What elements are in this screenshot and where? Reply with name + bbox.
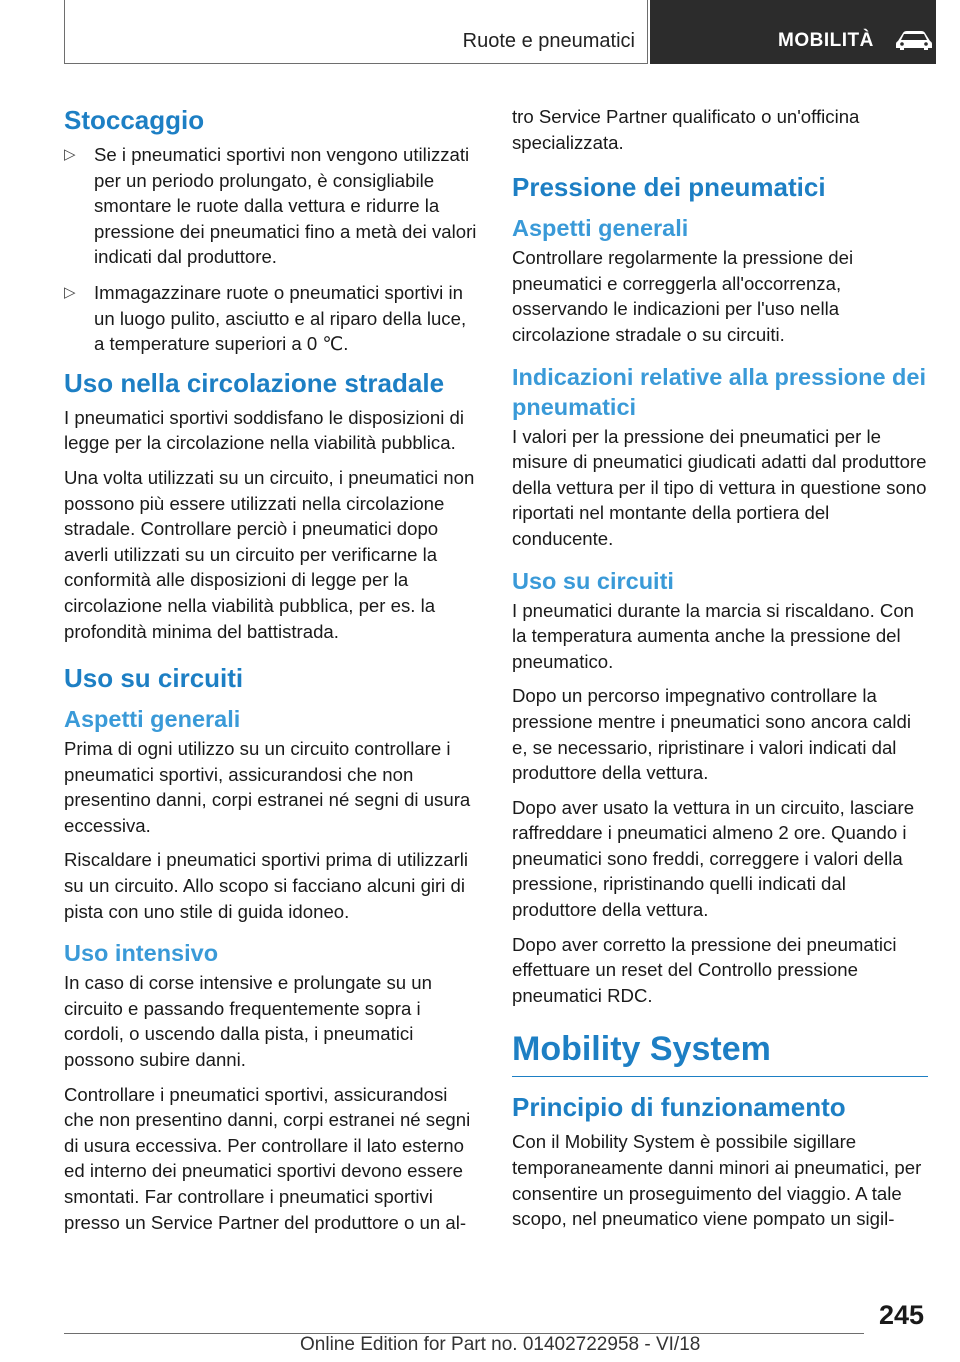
bullet-text: Se i pneumatici sportivi non vengono utilizzati per un periodo prolungato, è consigliabile smontare le ruote dalla vettura e ridurre la pressione dei pneumatici fino a metà dei valori indicati dal produttore. [94,144,477,268]
bullet-triangle-icon: ▷ [64,146,76,163]
paragraph: Controllare i pneumatici sportivi, assicurandosi che non presentino danni, corpi estranei né segni di usura eccessiva. Per controllare il lato esterno ed interno dei pneumatici sportivi devono essere smontati. Far controllare i pneumatici sportivi presso un Service Partner del produttore o un al- [64,1083,471,1233]
bullet-item [64,280,480,357]
left-column [64,96,480,1244]
paragraph: Dopo un percorso impegnativo controllare la pressione mentre i pneumatici sono ancora caldi e, se necessario, ripristinare i valori indicati dal produttore della vettura. [512,685,911,784]
paragraph: I pneumatici sportivi soddisfano le disposizioni di legge per la circolazione nella viabilità pubblica. [64,406,464,454]
paragraph: I pneumatici durante la marcia si riscaldano. Con la temperatura aumenta anche la pressione del pneumatico. [512,599,915,672]
car-icon [894,28,934,52]
paragraph: I valori per la pressione dei pneumatici per le misure di pneumatici giudicati adatti dal produttore della vettura per il tipo di vettura in questione sono riportati nel montante della portiera del conducente. [512,425,927,549]
paragraph: Controllare regolarmente la pressione dei pneumatici e correggerla all'occorrenza, osservando le indicazioni per l'uso nella circolazione stradale o su circuiti. [512,247,854,345]
paragraph: Dopo aver usato la vettura in un circuito, lasciare raffreddare i pneumatici almeno 2 ore. Quando i pneumatici sono freddi, correggere i valori della pressione, ripristinando quelli indicati dal produttore della vettura. [512,796,915,921]
heading-stoccaggio: Stoccaggio [64,105,205,135]
paragraph: Una volta utilizzati su un circuito, i pneumatici non possono più essere utilizzati nella circolazione stradale. Controllare perciò i pneumatici dopo averli utilizzati su un circuito per verificarne la conformità alle disposizioni di legge per la circolazione nella viabilità pubblica, per es. la profondità minima del battistrada. [64,466,475,642]
heading-uso-circuiti: Uso su circuiti [64,663,244,694]
subheading-aspetti-generali: Aspetti generali [512,215,689,242]
bullet-item [64,142,480,270]
header-chapter-tab [650,0,936,64]
header-chapter-title: MOBILITÀ [778,30,874,51]
heading-mobility-system: Mobility System [512,1028,928,1077]
heading-pressione: Pressione dei pneumatici [512,172,826,203]
paragraph: In caso di corse intensive e prolungate su un circuito e passando frequentemente sopra i cordoli, o uscendo dalla pista, i pneumatici possono subire danni. [64,972,432,1071]
subheading-indicazioni: Indicazioni relative alla pressione dei pneumatici [512,363,927,420]
bullet-triangle-icon: ▷ [64,283,76,301]
heading-uso-stradale: Uso nella circolazione stradale [64,367,445,398]
subheading-aspetti-generali: Aspetti generali [64,706,241,733]
right-column [512,96,928,1241]
paragraph: Riscaldare i pneumatici sportivi prima di utilizzarli su un circuito. Allo scopo si facciano alcuni giri di pista con uno stile di guida idoneo. [64,849,469,922]
bullet-text: Immagazzinare ruote o pneumatici sportivi in un luogo pulito, asciutto e al riparo della luce, a temperature superiori a 0 ℃. [94,281,467,355]
page-number: 245 [878,1300,924,1330]
paragraph: Dopo aver corretto la pressione dei pneumatici effettuare un reset del Controllo pressione pneumatici RDC. [512,933,897,1006]
header-section-title: Ruote e pneumatici [462,30,635,52]
subheading-uso-intensivo: Uso intensivo [64,940,219,967]
paragraph: Con il Mobility System è possibile sigillare temporaneamente danni minori ai pneumatici, per consentire un proseguimento del viaggio. A tale scopo, nel pneumatico viene pompato un sigil- [512,1131,922,1230]
subheading-uso-circuiti: Uso su circuiti [512,567,674,594]
footer-edition: Online Edition for Part no. 01402722958 - VI/18 [300,1334,701,1355]
heading-principio: Principio di funzionamento [512,1092,846,1123]
header-section-box [64,0,648,64]
paragraph: Prima di ogni utilizzo su un circuito controllare i pneumatici sportivi, assicurandosi che non presentino danni, corpi estranei né segni di usura eccessiva. [64,738,471,836]
paragraph-continuation: tro Service Partner qualificato o un'officina specializzata. [512,106,860,153]
